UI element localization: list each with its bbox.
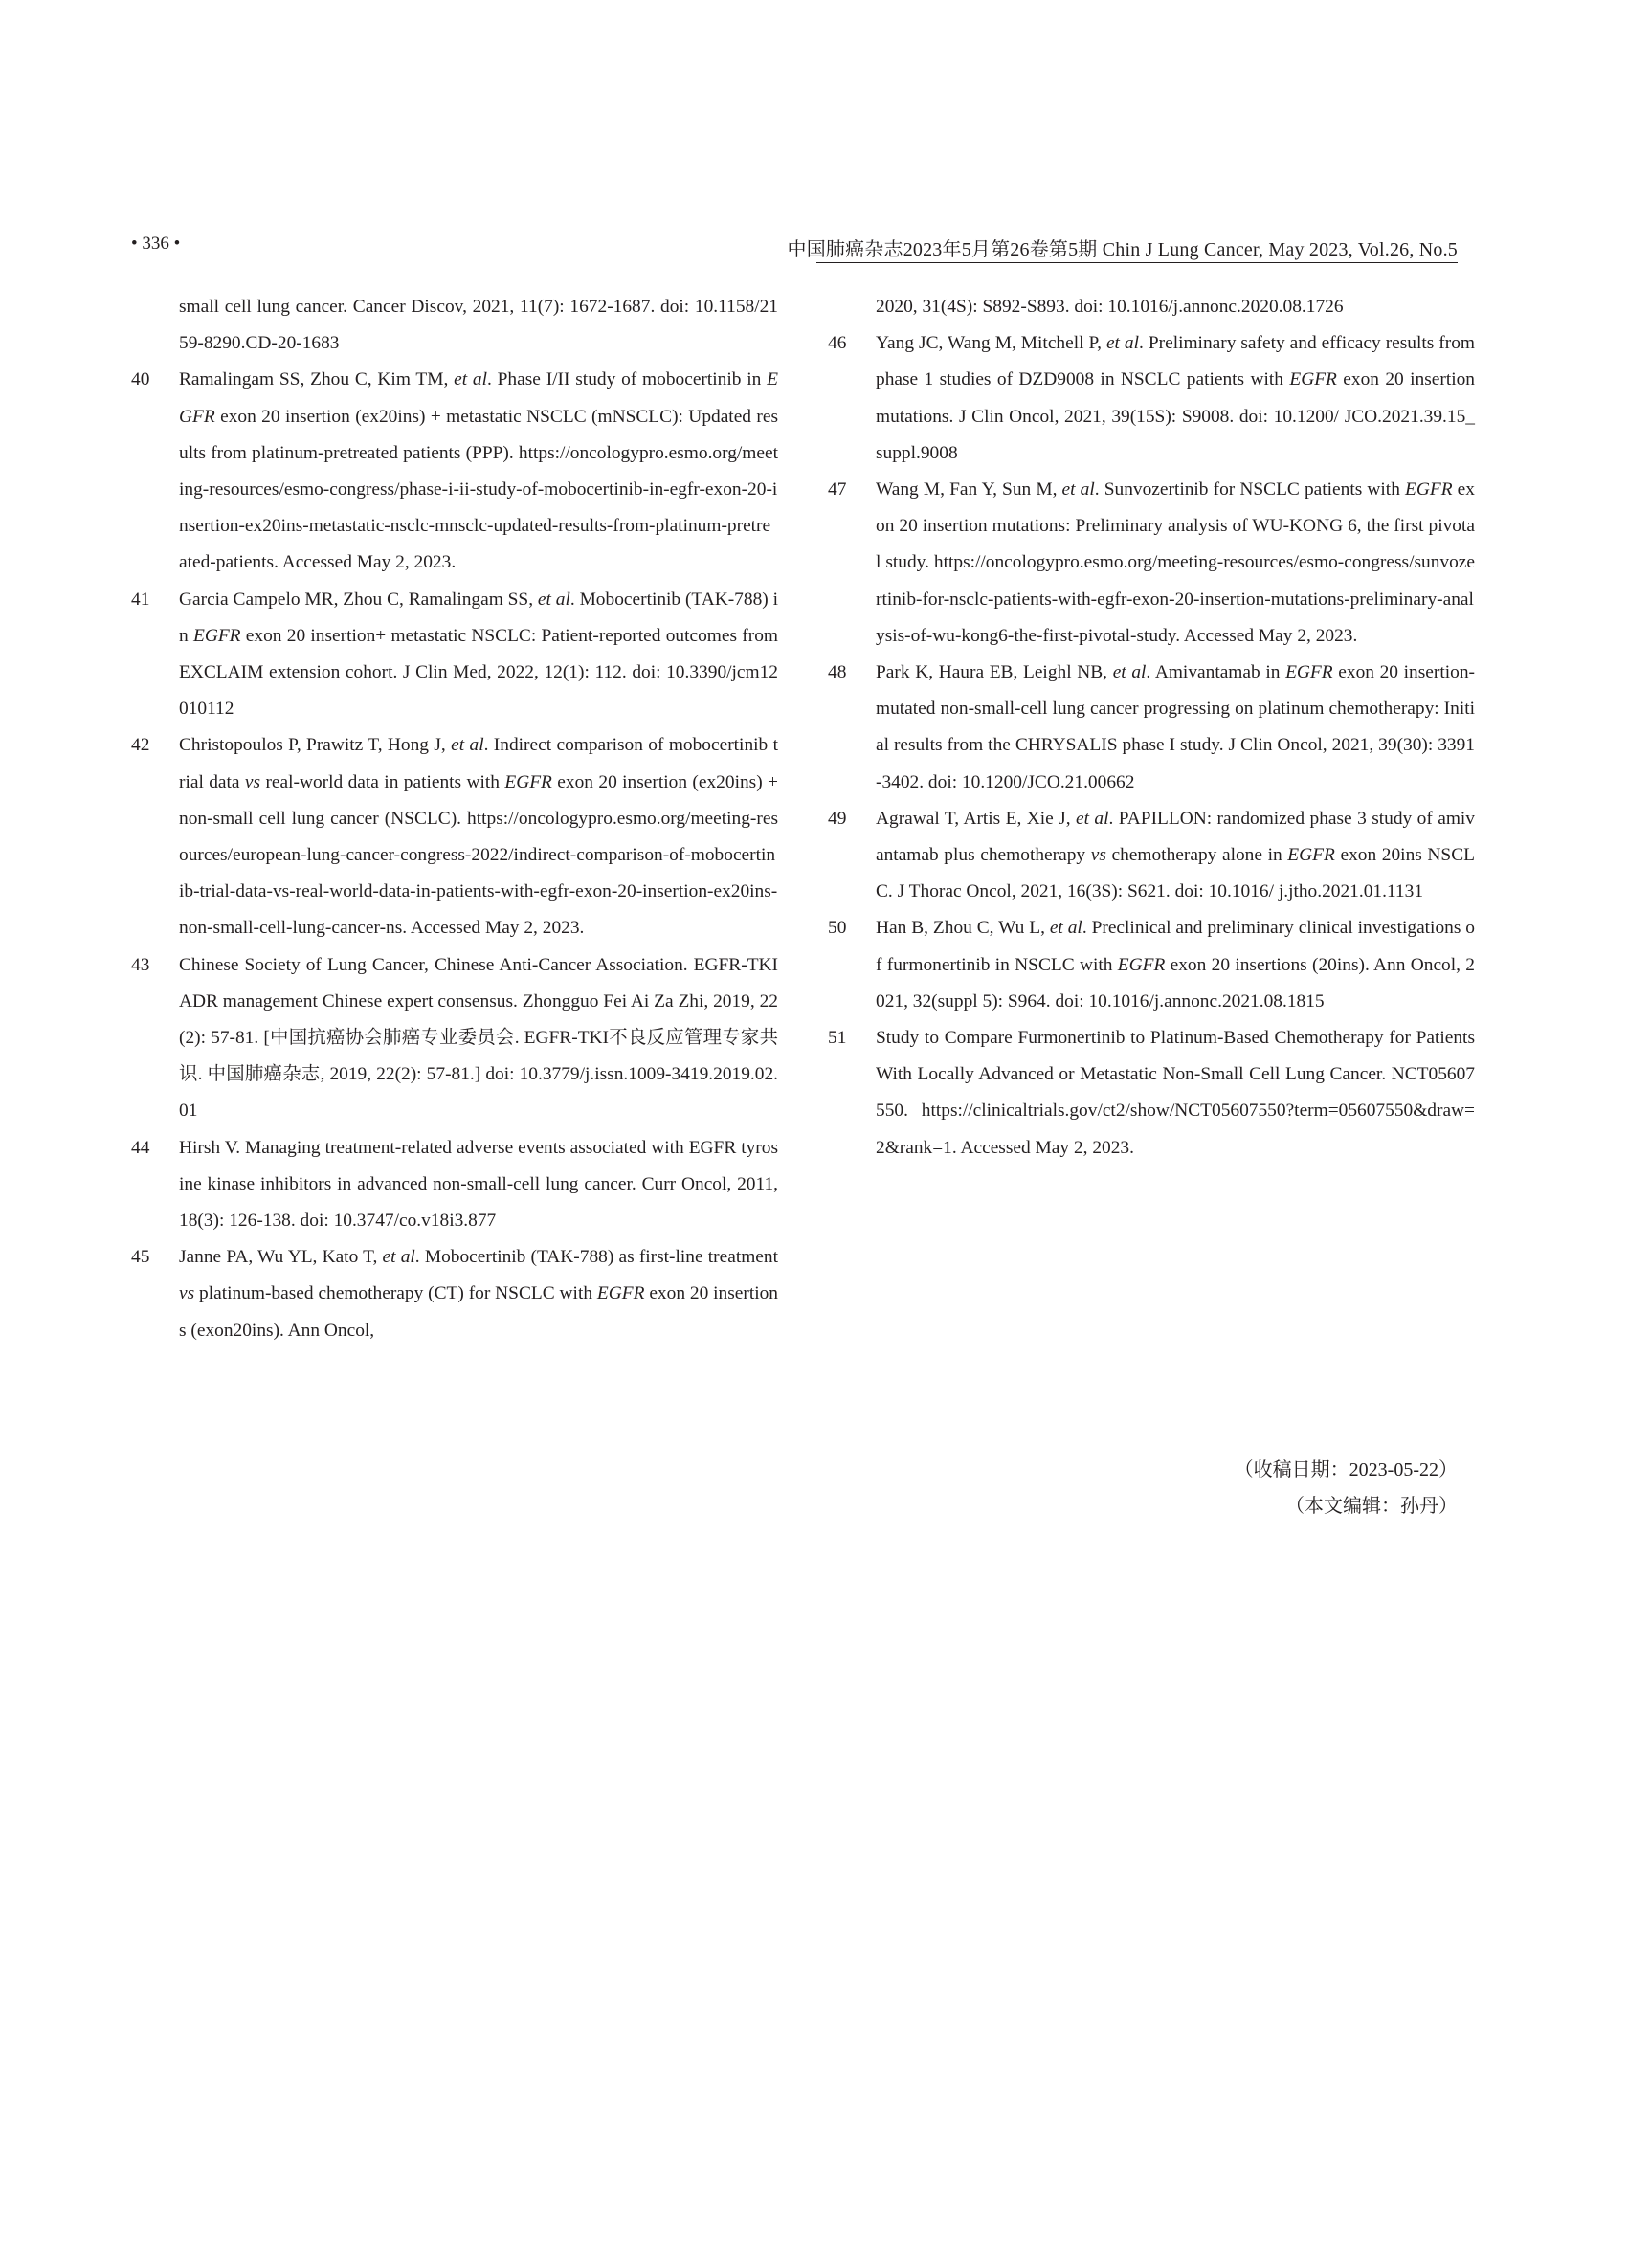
reference-text: Janne PA, Wu YL, Kato T, et al. Mobocertinib (TAK-788) as first-line treatment vs platinum-based chemotherapy (CT) for NSCLC with EGFR exon 20 insertions (exon20ins). Ann Oncol, (179, 1247, 779, 1341)
header-rule (816, 262, 1458, 263)
reference-number: 45 (131, 1247, 150, 1268)
reference-number: 46 (828, 333, 847, 354)
reference-item (131, 727, 778, 946)
reference-number: 43 (131, 954, 150, 975)
received-date: （收稿日期：2023-05-22） (1234, 1459, 1458, 1480)
reference-number: 44 (131, 1137, 150, 1158)
reference-item (131, 1130, 778, 1240)
page-number: • 336 • (131, 233, 181, 254)
right-column (828, 289, 1475, 1167)
reference-text: Ramalingam SS, Zhou C, Kim TM, et al. Phase I/II study of mobocertinib in EGFR exon 20 insertion (ex20ins) + metastatic NSCLC (mNSCLC): Updated results from platinum-pretreated patients (PPP). https://oncologypro.esmo.org/meeting-resources/esmo-congress/phase-i-ii-study-of-mobocertinib-in-egfr-exon-20-insertion-ex20ins-metastatic-nsclc-mnsclc-updated-results-from-platinum-pretreated-patients. Accessed May 2, 2023. (179, 369, 778, 573)
reference-item (828, 472, 1475, 655)
reference-item (131, 1239, 778, 1349)
reference-text: Yang JC, Wang M, Mitchell P, et al. Preliminary safety and efficacy results from phase 1 studies of DZD9008 in NSCLC patients with EGFR exon 20 insertion mutations. J Clin Oncol, 2021, 39(15S): S9008. doi: 10.1200/ JCO.2021.39.15_suppl.9008 (876, 333, 1475, 463)
reference-item (131, 582, 778, 728)
left-column (131, 289, 778, 1349)
reference-text: Han B, Zhou C, Wu L, et al. Preclinical and preliminary clinical investigations of furmonertinib in NSCLC with EGFR exon 20 insertions (20ins). Ann Oncol, 2021, 32(suppl 5): S964. doi: 10.1016/j.annonc.2021.08.1815 (876, 918, 1475, 1012)
reference-item (828, 801, 1475, 911)
reference-number: 48 (828, 662, 847, 683)
reference-text: Park K, Haura EB, Leighl NB, et al. Amivantamab in EGFR exon 20 insertion-mutated non-small-cell lung cancer progressing on platinum chemotherapy: Initial results from the CHRYSALIS phase I study. J Clin Oncol, 2021, 39(30): 3391-3402. doi: 10.1200/JCO.21.00662 (876, 662, 1475, 792)
reference-text: Garcia Campelo MR, Zhou C, Ramalingam SS, et al. Mobocertinib (TAK-788) in EGFR exon 20 insertion+ metastatic NSCLC: Patient-reported outcomes from EXCLAIM extension cohort. J Clin Med, 2022, 12(1): 112. doi: 10.3390/jcm12010112 (179, 589, 778, 720)
reference-number: 49 (828, 808, 847, 829)
reference-text: Wang M, Fan Y, Sun M, et al. Sunvozertinib for NSCLC patients with EGFR exon 20 insertion mutations: Preliminary analysis of WU-KONG 6, the first pivotal study. https://oncologypro.esmo.org/meeting-resources/esmo-congress/sunvozertinib-for-nsclc-patients-with-egfr-exon-20-insertion-mutations-preliminary-analysis-of-wu-kong6-the-first-pivotal-study. Accessed May 2, 2023. (876, 479, 1475, 646)
reference-text: Study to Compare Furmonertinib to Platinum-Based Chemotherapy for Patients With Locally Advanced or Metastatic Non-Small Cell Lung Cancer. NCT05607550. https://clinicaltrials.gov/ct2/show/NCT05607550?term=05607550&draw=2&rank=1. Accessed May 2, 2023. (876, 1028, 1475, 1158)
reference-item (828, 1020, 1475, 1167)
reference-number: 51 (828, 1028, 847, 1049)
reference-text: Chinese Society of Lung Cancer, Chinese Anti-Cancer Association. EGFR-TKI ADR management Chinese expert consensus. Zhongguo Fei Ai Za Zhi, 2019, 22(2): 57-81. [中国抗癌协会肺癌专业委员会. EGFR-TKI不良反应管理专家共识. 中国肺癌杂志, 2019, 22(2): 57-81.] doi: 10.3779/j.issn.1009-3419.2019.02.01 (179, 954, 778, 1122)
reference-text: small cell lung cancer. Cancer Discov, 2021, 11(7): 1672-1687. doi: 10.1158/2159-8290.CD-20-1683 (179, 297, 778, 354)
reference-number: 40 (131, 369, 150, 390)
journal-running-title: 中国肺癌杂志2023年5月第26卷第5期 Chin J Lung Cancer, May 2023, Vol.26, No.5 (787, 239, 1458, 260)
reference-item (131, 362, 778, 581)
reference-item (828, 655, 1475, 801)
reference-text: Hirsh V. Managing treatment-related adverse events associated with EGFR tyrosine kinase inhibitors in advanced non-small-cell lung cancer. Curr Oncol, 2011, 18(3): 126-138. doi: 10.3747/co.v18i3.877 (179, 1137, 778, 1232)
reference-text: 2020, 31(4S): S892-S893. doi: 10.1016/j.annonc.2020.08.1726 (876, 297, 1344, 317)
reference-item (828, 910, 1475, 1020)
reference-item (131, 289, 778, 362)
reference-number: 42 (131, 735, 150, 756)
reference-item (828, 289, 1475, 325)
reference-number: 41 (131, 589, 150, 610)
reference-item (131, 947, 778, 1130)
reference-text: Agrawal T, Artis E, Xie J, et al. PAPILLON: randomized phase 3 study of amivantamab plus chemotherapy vs chemotherapy alone in EGFR exon 20ins NSCLC. J Thorac Oncol, 2021, 16(3S): S621. doi: 10.1016/ j.jtho.2021.01.1131 (876, 808, 1475, 902)
reference-number: 47 (828, 479, 847, 500)
reference-number: 50 (828, 918, 847, 939)
page-header (131, 233, 1458, 266)
reference-text: Christopoulos P, Prawitz T, Hong J, et al. Indirect comparison of mobocertinib trial data vs real-world data in patients with EGFR exon 20 insertion (ex20ins) + non-small cell lung cancer (NSCLC). https://oncologypro.esmo.org/meeting-resources/european-lung-cancer-congress-2022/indirect-comparison-of-mobocertinib-trial-data-vs-real-world-data-in-patients-with-egfr-exon-20-insertion-ex20ins-non-small-cell-lung-cancer-ns. Accessed May 2, 2023. (179, 735, 778, 939)
reference-item (828, 325, 1475, 472)
editor-credit: （本文编辑：孙丹） (1285, 1496, 1458, 1517)
